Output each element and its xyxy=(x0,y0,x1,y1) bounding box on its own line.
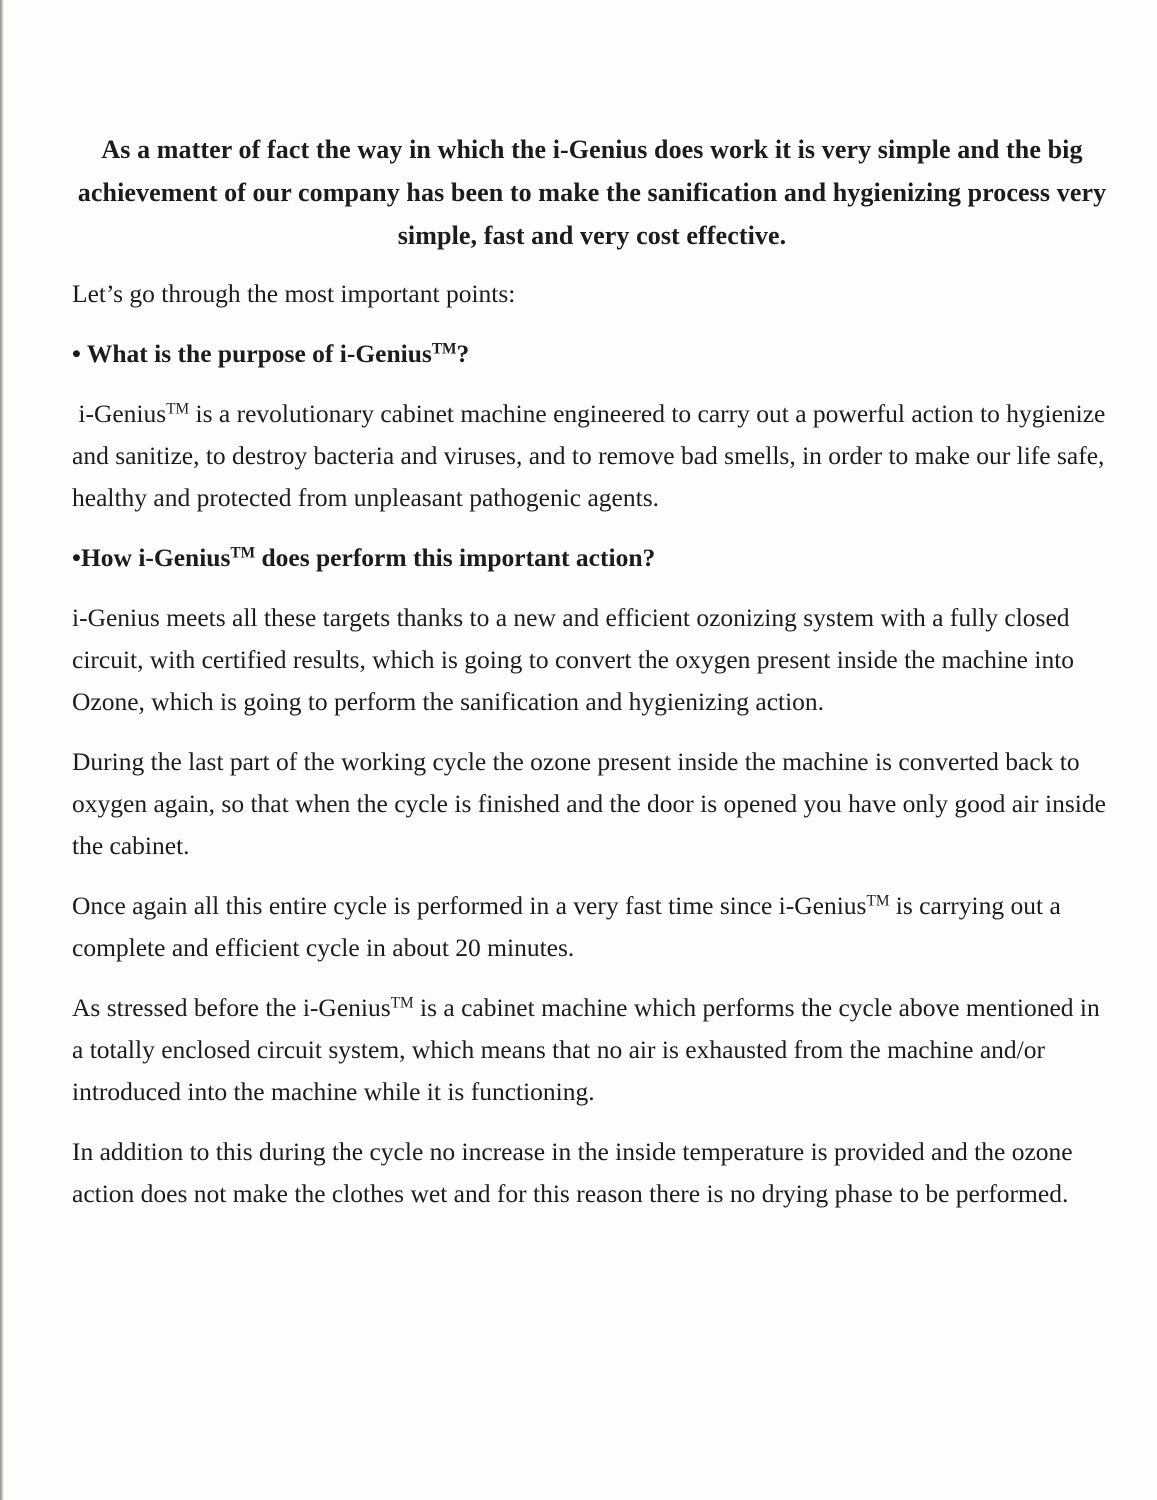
trademark-mark: TM xyxy=(866,892,890,910)
enclosed-circuit-paragraph xyxy=(72,987,1112,1113)
answer-purpose-text: is a revolutionary cabinet machine engineered to carry out a powerful action to hygienize and sanitize, to destroy bacteria and viruses, and to remove bad smells, in order to make our life safe, healthy and protected from unpleasant pathogenic agents. xyxy=(72,399,1106,512)
trademark-mark: TM xyxy=(166,400,190,418)
intro-paragraph: As a matter of fact the way in which the i-Genius does work it is very simple and the big achievement of our company has been to make the sanification and hygienizing process very simple, fast and very cost effective. xyxy=(77,135,1107,250)
trademark-mark: TM xyxy=(431,340,457,358)
page-edge xyxy=(0,0,4,1500)
question-how-end: does perform this important action? xyxy=(255,543,656,572)
answer-purpose-paragraph xyxy=(72,393,1112,519)
answer-purpose-start: i-Genius xyxy=(78,399,167,428)
cycle-time-text: is carrying out a complete and efficient cycle in about 20 minutes. xyxy=(72,891,1061,962)
temperature-paragraph: In addition to this during the cycle no increase in the inside temperature is provided and the ozone action does not make the clothes wet and for this reason there is no drying phase to be performed. xyxy=(72,1137,1073,1208)
ozonizing-paragraph: i-Genius meets all these targets thanks to a new and efficient ozonizing system with a fully closed circuit, with certified results, which is going to convert the oxygen present inside the machine into Ozone, which is going to perform the sanification and hygienizing action. xyxy=(72,603,1075,716)
cycle-time-paragraph xyxy=(72,885,1112,969)
lead-paragraph: Let’s go through the most important points: xyxy=(72,279,516,308)
document-body xyxy=(72,128,1112,1233)
question-purpose-heading xyxy=(72,333,1112,375)
cycle-end-paragraph: During the last part of the working cycle the ozone present inside the machine is converted back to oxygen again, so that when the cycle is finished and the door is opened you have only good air inside the cabinet. xyxy=(72,747,1106,860)
enclosed-circuit-text: is a cabinet machine which performs the cycle above mentioned in a totally enclosed circuit system, which means that no air is exhausted from the machine and/or introduced into the machine while it is functioning. xyxy=(72,993,1100,1106)
question-how-heading xyxy=(72,537,1112,579)
bullet-icon: • xyxy=(72,543,81,572)
enclosed-circuit-start: As stressed before the i-Genius xyxy=(72,993,391,1022)
cycle-time-start: Once again all this entire cycle is performed in a very fast time since i-Genius xyxy=(72,891,867,920)
trademark-mark: TM xyxy=(390,994,414,1012)
bullet-icon: • xyxy=(72,339,81,368)
question-how-text: How i-Genius xyxy=(80,543,231,572)
question-purpose-end: ? xyxy=(456,339,470,368)
trademark-mark: TM xyxy=(230,544,256,562)
question-purpose-text: What is the purpose of i-Genius xyxy=(80,339,432,368)
